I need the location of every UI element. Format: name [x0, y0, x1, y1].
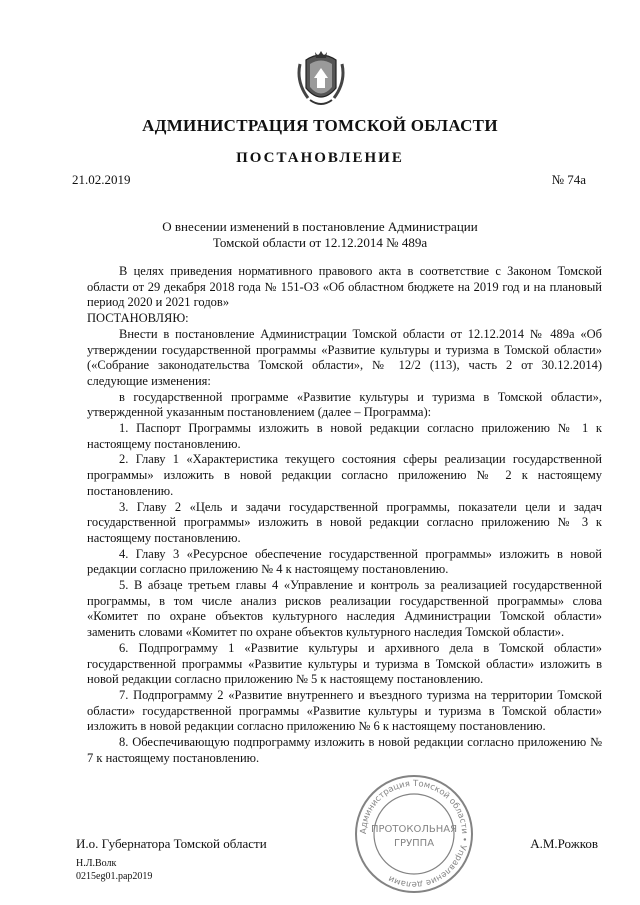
list-item: 8. Обеспечивающую подпрограмму изложить в новой редакции согласно приложению № 7 к настоящему постановлению. [87, 735, 602, 765]
coat-of-arms-icon [296, 48, 346, 110]
resolve-heading: ПОСТАНОВЛЯЮ: [87, 311, 189, 326]
document-date: 21.02.2019 [72, 172, 131, 187]
document-body [87, 264, 602, 767]
list-item: 3. Главу 2 «Цель и задачи государственной программы, показатели цели и задач государственной программы» изложить в новой редакции согласно приложению № 3 к настоящему постановлению. [87, 499, 602, 545]
subject-line-1: О внесении изменений в постановление Администрации [162, 219, 478, 234]
list-item: 1. Паспорт Программы изложить в новой редакции согласно приложению № 1 к настоящему постановлению. [87, 421, 602, 451]
signatory-name: А.М.Рожков [530, 836, 598, 851]
document-type: ПОСТАНОВЛЕНИЕ [236, 150, 404, 166]
subject-line-2: Томской области от 12.12.2014 № 489а [212, 234, 428, 250]
program-reference-paragraph: в государственной программе «Развитие культуры и туризма в Томской области», утвержденной указанным постановлением (далее – Программа): [87, 389, 602, 420]
stamp-ring-text: Администрация Томской области • Управление делами [358, 778, 470, 890]
list-item: 4. Главу 3 «Ресурсное обеспечение государственной программы» изложить в новой редакции согласно приложению № 4 к настоящему постановлению. [87, 546, 602, 577]
preamble-paragraph: В целях приведения нормативного правового акта в соответствие с Законом Томской области от 29 декабря 2018 года № 151-ОЗ «Об областном бюджете на 2019 год и на плановый период 2020 и 2021 годов» [87, 264, 602, 310]
stamp-seal [352, 772, 476, 896]
list-item: 6. Подпрограмму 1 «Развитие культуры и архивного дела в Томской области» государственной программы «Развитие культуры и туризма в Томской области» изложить в новой редакции согласно приложению № 5 к настоящему постановлению. [87, 640, 602, 687]
list-item: 2. Главу 1 «Характеристика текущего состояния сферы реализации государственной программы» изложить в новой редакции согласно приложению № 2 к настоящему постановлению. [87, 452, 602, 498]
executor-name: Н.Л.Волк [76, 858, 117, 869]
stamp-line-1: ПРОТОКОЛЬНАЯ [370, 824, 458, 835]
document-number: № 74а [551, 172, 586, 187]
list-item: 7. Подпрограмму 2 «Развитие внутреннего и въездного туризма на территории Томской области» государственной программы «Развитие культуры и туризма в Томской области» изложить в новой редакции согласно приложению № 6 к настоящему постановлению. [87, 687, 602, 734]
organization-title: АДМИНИСТРАЦИЯ ТОМСКОЙ ОБЛАСТИ [142, 116, 498, 135]
document-code: 0215eg01.pap2019 [76, 871, 153, 882]
intro-paragraph: Внести в постановление Администрации Томской области от 12.12.2014 № 489а «Об утверждении государственной программы «Развитие культуры и туризма в Томской области» («Собрание законодательства Томской области», № 12/2 (113), часть 2 от 30.12.2014) следующие изменения: [87, 326, 602, 388]
list-item: 5. В абзаце третьем главы 4 «Управление и контроль за реализацией государственной программы, в том числе анализ рисков реализации государственной программы» слова «Комитет по охране объектов культурного наследия Администрации Томской области» заменить словами «Комитет по охране объектов культурного наследия Томской области». [87, 578, 602, 640]
signatory-position: И.о. Губернатора Томской области [76, 836, 267, 851]
document-subject [0, 219, 640, 250]
stamp-line-2: ГРУППА [393, 838, 435, 849]
